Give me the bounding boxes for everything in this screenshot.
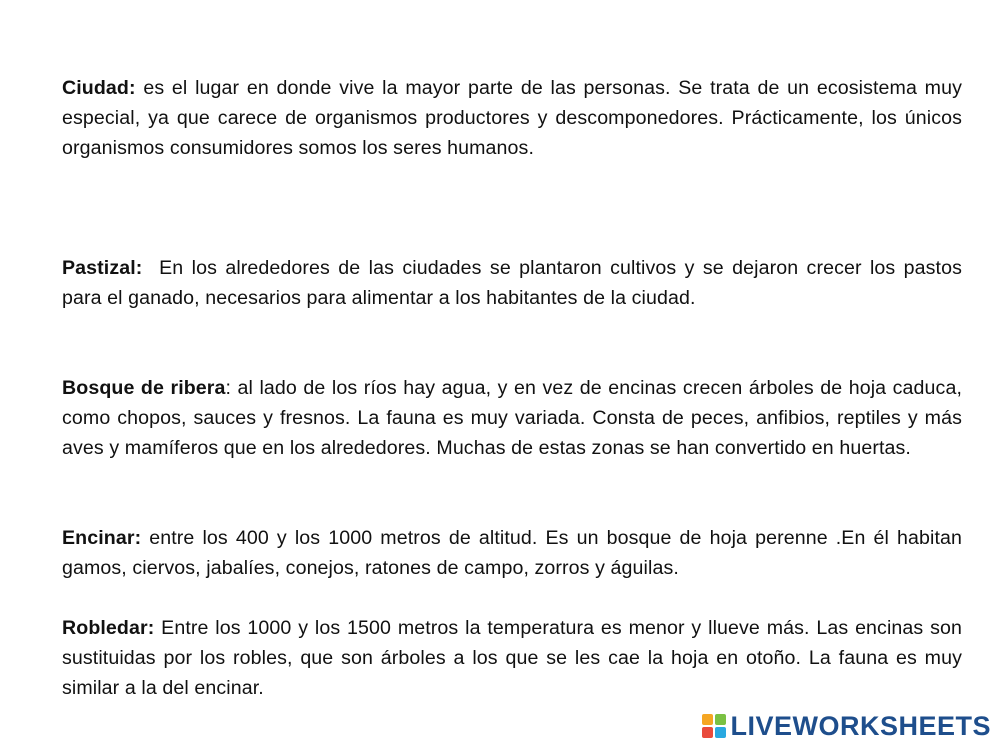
- term-encinar: Encinar:: [62, 527, 142, 549]
- paragraph-ciudad: [62, 73, 962, 163]
- definition-pastizal: En los alrededores de las ciudades se plantaron cultivos y se dejaron crecer los pastos para el ganado, necesarios para alimentar a los habitantes de la ciudad.: [62, 257, 968, 309]
- logo-tile-green: [715, 714, 726, 725]
- logo-tile-blue: [715, 727, 726, 738]
- logo-tile-orange: [702, 714, 713, 725]
- term-pastizal: Pastizal:: [62, 257, 143, 279]
- paragraph-pastizal: [62, 253, 968, 313]
- logo-wordmark: LIVEWORKSHEETS: [730, 710, 991, 741]
- definition-encinar: entre los 400 y los 1000 metros de altitud. Es un bosque de hoja perenne .En él habitan gamos, ciervos, jabalíes, conejos, ratones de campo, zorros y águilas.: [62, 527, 962, 579]
- definition-robledar: Entre los 1000 y los 1500 metros la temperatura es menor y llueve más. Las encinas son sustituidas por los robles, que son árboles a los que se les cae la hoja en otoño. La fauna es muy similar a la del encinar.: [62, 617, 962, 699]
- paragraph-bosque-de-ribera: [62, 373, 962, 463]
- paragraph-robledar: [62, 613, 962, 703]
- liveworksheets-logo-icon: [702, 714, 726, 738]
- logo-tile-red: [702, 727, 713, 738]
- paragraph-encinar: [62, 523, 962, 583]
- definition-bosque-de-ribera: : al lado de los ríos hay agua, y en vez de encinas crecen árboles de hoja caduca, como chopos, sauces y fresnos. La fauna es muy variada. Consta de peces, anfibios, reptiles y más aves y mamíferos que en los alrededores. Muchas de estas zonas se han convertido en huertas.: [62, 377, 962, 459]
- definition-ciudad: es el lugar en donde vive la mayor parte de las personas. Se trata de un ecosistema muy especial, ya que carece de organismos productores y descomponedores. Prácticamente, los únicos organismos consumidores somos los seres humanos.: [62, 77, 962, 159]
- term-ciudad: Ciudad:: [62, 77, 136, 99]
- liveworksheets-logo: [702, 710, 991, 742]
- term-robledar: Robledar:: [62, 617, 155, 639]
- term-bosque-de-ribera: Bosque de ribera: [62, 377, 226, 399]
